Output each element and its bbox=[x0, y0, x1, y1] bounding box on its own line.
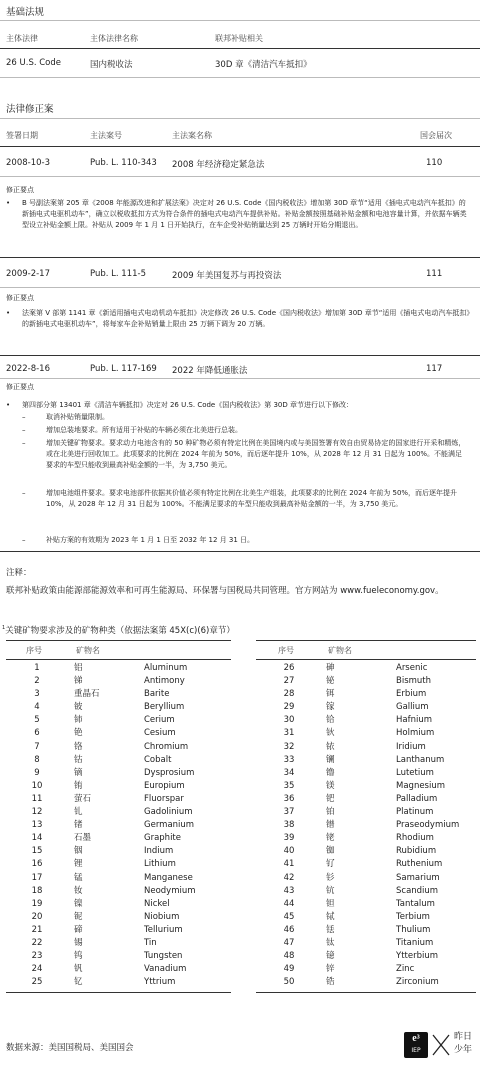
amend-header-date: 签署日期 bbox=[6, 131, 38, 140]
mineral-name-en: Gallium bbox=[396, 702, 429, 713]
mineral-number: 14 bbox=[31, 833, 43, 844]
basic-cell-subsidy: 30D 章《清洁汽车抵扣》 bbox=[215, 60, 312, 70]
mineral-name-en: Samarium bbox=[396, 872, 440, 883]
mineral-number: 9 bbox=[34, 767, 40, 778]
mineral-name-cn: 锂 bbox=[74, 859, 83, 870]
mineral-name-cn: 镝 bbox=[74, 767, 83, 778]
mineral-number: 34 bbox=[283, 767, 295, 778]
mineral-name-en: Palladium bbox=[396, 793, 438, 804]
basic-cell-law: 26 U.S. Code bbox=[6, 58, 62, 68]
amend-points-label: 修正要点 bbox=[6, 383, 34, 391]
basic-header-subsidy: 联邦补贴相关 bbox=[215, 34, 263, 43]
mineral-number: 35 bbox=[283, 780, 295, 791]
mineral-number: 28 bbox=[283, 689, 295, 700]
mineral-name-cn: 钕 bbox=[74, 885, 83, 896]
mineral-name-en: Nickel bbox=[144, 898, 170, 909]
mineral-name-en: Thulium bbox=[396, 924, 431, 935]
mineral-name-cn: 砷 bbox=[326, 663, 335, 673]
amend-name: 2009 年美国复苏与再投资法 bbox=[172, 271, 282, 281]
amend-header-name: 主法案名称 bbox=[172, 131, 212, 140]
mineral-name-cn: 钆 bbox=[74, 807, 83, 818]
mineral-number: 5 bbox=[34, 715, 40, 726]
mineral-name-cn: 镱 bbox=[326, 951, 335, 962]
mineral-name-cn: 钯 bbox=[326, 793, 335, 804]
mineral-name-cn: 镨 bbox=[326, 820, 335, 831]
mineral-number: 12 bbox=[31, 807, 43, 818]
mineral-name-en: Holmium bbox=[396, 728, 435, 739]
divider bbox=[0, 77, 480, 78]
mineral-name-cn: 镧 bbox=[326, 754, 335, 765]
divider bbox=[0, 20, 480, 21]
mineral-name-en: Vanadium bbox=[144, 964, 187, 975]
amend-date: 2022-8-16 bbox=[6, 364, 50, 374]
mineral-number: 6 bbox=[34, 728, 40, 739]
mineral-name-cn: 钐 bbox=[326, 872, 335, 883]
divider bbox=[0, 287, 480, 288]
dash-icon: – bbox=[22, 413, 26, 421]
mineral-name-en: Zinc bbox=[396, 964, 415, 975]
mineral-name-cn: 锑 bbox=[74, 676, 83, 687]
mineral-name-en: Arsenic bbox=[396, 663, 428, 673]
mineral-name-cn: 重晶石 bbox=[74, 689, 100, 700]
mineral-name-en: Tellurium bbox=[144, 924, 183, 935]
mineral-name-en: Graphite bbox=[144, 833, 181, 844]
mineral-number: 10 bbox=[31, 780, 43, 791]
amend-name: 2008 年经济稳定紧急法 bbox=[172, 160, 265, 170]
mineral-number: 17 bbox=[31, 872, 43, 883]
mineral-name-en: Indium bbox=[144, 846, 174, 857]
mineral-number: 48 bbox=[283, 951, 295, 962]
mineral-name-cn: 铥 bbox=[326, 924, 335, 935]
amend-congress: 110 bbox=[426, 158, 443, 168]
divider bbox=[0, 378, 480, 379]
mineral-name-cn: 铟 bbox=[74, 846, 83, 857]
mineral-name-en: Erbium bbox=[396, 689, 427, 700]
mineral-number: 21 bbox=[31, 924, 43, 935]
mineral-name-en: Ruthenium bbox=[396, 859, 443, 870]
mineral-name-en: Iridium bbox=[396, 741, 426, 752]
mineral-number: 31 bbox=[283, 728, 295, 739]
mineral-name-cn: 钒 bbox=[74, 964, 83, 975]
mineral-name-cn: 锌 bbox=[326, 964, 335, 975]
mineral-name-en: Hafnium bbox=[396, 715, 433, 726]
brand-logo bbox=[404, 1032, 428, 1058]
mineral-name-en: Antimony bbox=[144, 676, 185, 687]
mineral-name-cn: 铑 bbox=[326, 833, 335, 844]
brand-logo-sub: IEP bbox=[411, 1047, 421, 1054]
mineral-number: 44 bbox=[283, 898, 295, 909]
divider bbox=[0, 257, 480, 258]
mineral-name-cn: 碲 bbox=[74, 924, 83, 935]
mineral-name-en: Germanium bbox=[144, 820, 195, 831]
mineral-number: 4 bbox=[34, 702, 40, 713]
mineral-name-en: Yttrium bbox=[144, 977, 176, 988]
divider bbox=[0, 118, 480, 119]
mineral-number: 30 bbox=[283, 715, 295, 726]
minerals-header-no: 序号 bbox=[278, 646, 294, 655]
divider bbox=[6, 992, 231, 993]
basic-header-name: 主体法律名称 bbox=[90, 34, 138, 43]
mineral-name-en: Dysprosium bbox=[144, 767, 195, 778]
minerals-header-name: 矿物名 bbox=[328, 646, 352, 655]
minerals-right-en bbox=[396, 662, 480, 989]
mineral-name-en: Scandium bbox=[396, 885, 439, 896]
divider bbox=[256, 992, 476, 993]
amend-bullet: 第四部分第 13401 章《清洁车辆抵扣》决定对 26 U.S. Code《国内税收法》第 30D 章节进行以下修改： bbox=[22, 401, 353, 409]
mineral-name-en: Titanium bbox=[396, 937, 434, 948]
basic-header-law: 主体法律 bbox=[6, 34, 38, 43]
mineral-name-cn: 钽 bbox=[326, 898, 335, 909]
mineral-name-cn: 铕 bbox=[74, 780, 83, 791]
amend-bullet: B 号副法案第 205 章《2008 年能源改进和扩展法案》决定对 26 U.S. Code《国内税收法》增加第 30D 章节“适用《插电式电动汽车抵扣》的新插电式电驱机动车”，确立以税收抵扣方式为符合条件的插电式电动汽车提供补贴。补贴金额按照基础补贴金额和电池容量计算，并依据车辆类型设立补贴金额上限。补贴从 2009 年 1 月 1 日开始执行，在车企受补贴销量达到 25 万辆时开始分期退出。 bbox=[22, 199, 467, 229]
divider bbox=[0, 146, 480, 147]
mineral-name-cn: 铪 bbox=[326, 715, 335, 726]
mineral-name-en: Beryllium bbox=[144, 702, 185, 713]
mineral-number: 45 bbox=[283, 911, 295, 922]
mineral-number: 24 bbox=[31, 964, 43, 975]
minerals-header-no: 序号 bbox=[26, 646, 42, 655]
mineral-name-cn: 铍 bbox=[74, 702, 83, 713]
mineral-number: 36 bbox=[283, 793, 295, 804]
mineral-number: 13 bbox=[31, 820, 43, 831]
mineral-name-en: Tin bbox=[144, 937, 157, 948]
amend-law: Pub. L. 117-169 bbox=[90, 364, 157, 374]
minerals-left-en bbox=[144, 662, 234, 989]
brand-name bbox=[454, 1031, 472, 1057]
mineral-number: 33 bbox=[283, 754, 295, 765]
brand-logo-mark: e³ bbox=[412, 1033, 420, 1044]
mineral-name-en: Tantalum bbox=[396, 898, 435, 909]
amend-sub: 取消补贴销量限制。 bbox=[46, 413, 109, 421]
mineral-number: 1 bbox=[34, 663, 40, 673]
mineral-name-cn: 锗 bbox=[74, 820, 83, 831]
brand-name-line2: 少年 bbox=[454, 1045, 473, 1055]
mineral-name-en: Rhodium bbox=[396, 833, 434, 844]
mineral-number: 26 bbox=[283, 663, 295, 673]
note-text: 联邦补贴政策由能源部能源效率和可再生能源局、环保署与国税局共同管理。官方网站为 www.fueleconomy.gov。 bbox=[6, 586, 444, 596]
mineral-name-cn: 钌 bbox=[326, 859, 335, 870]
mineral-name-cn: 铒 bbox=[326, 689, 335, 700]
amend-date: 2008-10-3 bbox=[6, 158, 50, 168]
mineral-number: 27 bbox=[283, 676, 295, 687]
mineral-number: 19 bbox=[31, 898, 43, 909]
divider bbox=[256, 659, 476, 660]
mineral-name-en: Chromium bbox=[144, 741, 189, 752]
amend-law: Pub. L. 110-343 bbox=[90, 158, 157, 168]
mineral-number: 42 bbox=[283, 872, 295, 883]
basic-cell-name: 国内税收法 bbox=[90, 60, 133, 70]
mineral-name-cn: 锆 bbox=[326, 977, 335, 988]
mineral-name-en: Lithium bbox=[144, 859, 176, 870]
amend-bullet: 法案第 V 部第 1141 章《新适用插电式电动机动车抵扣》决定修改 26 U.S. Code《国内税收法》增加第 30D 章节“适用《插电式电动汽车抵扣》的新插电式电驱机动车”，将每家车企补贴销量上限由 25 万辆下调为 20 万辆。 bbox=[22, 309, 470, 328]
mineral-number: 50 bbox=[283, 977, 295, 988]
mineral-name-en: Gadolinium bbox=[144, 807, 193, 818]
amend-law: Pub. L. 111-5 bbox=[90, 269, 147, 279]
mineral-name-en: Barite bbox=[144, 689, 170, 700]
mineral-number: 23 bbox=[31, 951, 43, 962]
divider bbox=[0, 176, 480, 177]
source-text: 数据来源：美国国税局、美国国会 bbox=[6, 1043, 134, 1053]
minerals-left-cn bbox=[74, 662, 144, 989]
mineral-name-en: Fluorspar bbox=[144, 793, 184, 804]
mineral-name-cn: 镥 bbox=[326, 767, 335, 778]
mineral-number: 41 bbox=[283, 859, 295, 870]
mineral-name-cn: 钴 bbox=[74, 754, 83, 765]
mineral-number: 49 bbox=[283, 964, 295, 975]
mineral-number: 16 bbox=[31, 859, 43, 870]
mineral-number: 38 bbox=[283, 820, 295, 831]
dash-icon: – bbox=[22, 439, 26, 447]
mineral-number: 39 bbox=[283, 833, 295, 844]
mineral-number: 47 bbox=[283, 937, 295, 948]
mineral-name-cn: 钬 bbox=[326, 728, 335, 739]
brand-name-line1: 昨日 bbox=[454, 1032, 473, 1042]
mineral-number: 2 bbox=[34, 676, 40, 687]
mineral-number: 40 bbox=[283, 846, 295, 857]
mineral-number: 37 bbox=[283, 807, 295, 818]
divider bbox=[0, 355, 480, 356]
mineral-name-cn: 铯 bbox=[74, 728, 83, 739]
mineral-number: 11 bbox=[31, 793, 43, 804]
mineral-name-cn: 萤石 bbox=[74, 793, 92, 804]
mineral-name-cn: 铝 bbox=[74, 663, 83, 673]
mineral-name-en: Neodymium bbox=[144, 885, 196, 896]
bullet-icon: • bbox=[6, 309, 11, 317]
mineral-number: 25 bbox=[31, 977, 43, 988]
dash-icon: – bbox=[22, 489, 26, 497]
mineral-name-cn: 铌 bbox=[74, 911, 83, 922]
mineral-name-en: Zirconium bbox=[396, 977, 439, 988]
mineral-name-cn: 钨 bbox=[74, 951, 83, 962]
mineral-name-en: Tungsten bbox=[144, 951, 183, 962]
minerals-header-name: 矿物名 bbox=[76, 646, 100, 655]
amend-points-label: 修正要点 bbox=[6, 186, 34, 194]
mineral-number: 22 bbox=[31, 937, 43, 948]
mineral-name-en: Cerium bbox=[144, 715, 175, 726]
bullet-icon: • bbox=[6, 401, 11, 409]
mineral-number: 18 bbox=[31, 885, 43, 896]
amend-sub: 增加电池组件要求。要求电池部件依据其价值必须有特定比例在北美生产组装，此项要求的比例在 2024 年前为 50%，而后逐年提升 10%，从 2028 年 12 月 31 日起为 100%。不能满足要求的车型只能收到最高补贴金额的一半，为 3,750 美元。 bbox=[46, 489, 458, 508]
mineral-name-en: Niobium bbox=[144, 911, 180, 922]
mineral-name-cn: 钛 bbox=[326, 937, 335, 948]
mineral-number: 43 bbox=[283, 885, 295, 896]
mineral-name-cn: 锰 bbox=[74, 872, 83, 883]
amend-header-law: 主法案号 bbox=[90, 131, 122, 140]
mineral-number: 8 bbox=[34, 754, 40, 765]
minerals-right-cn bbox=[326, 662, 396, 989]
mineral-name-en: Cesium bbox=[144, 728, 176, 739]
mineral-number: 20 bbox=[31, 911, 43, 922]
divider bbox=[6, 640, 231, 641]
amend-congress: 111 bbox=[426, 269, 443, 279]
mineral-name-en: Ytterbium bbox=[396, 951, 439, 962]
amend-sub: 增加关键矿物要求。要求动力电池含有的 50 种矿物必须有特定比例在美国境内或与美国签署有效自由贸易协定的国家进行开采和精炼，或在北美进行回收加工。此项要求的比例在 2024 年前为 50%，而后逐年提升 10%，从 2028 年 12 月 31 日起为 100%。不能满足要求的车型只能收到最高补贴金额的一半，为 3,750 美元。 bbox=[46, 439, 466, 469]
basic-section-title: 基础法规 bbox=[6, 7, 45, 18]
mineral-name-en: Bismuth bbox=[396, 676, 432, 687]
mineral-number: 7 bbox=[34, 741, 40, 752]
mineral-name-cn: 铂 bbox=[326, 807, 335, 818]
divider bbox=[6, 659, 231, 660]
minerals-left-numbers bbox=[20, 662, 54, 989]
footnote-mark: 1 bbox=[2, 625, 6, 632]
amend-name: 2022 年降低通胀法 bbox=[172, 366, 248, 376]
dash-icon: – bbox=[22, 536, 26, 544]
mineral-name-cn: 铷 bbox=[326, 846, 335, 857]
cross-icon bbox=[430, 1030, 452, 1060]
mineral-name-cn: 铈 bbox=[74, 715, 83, 726]
minerals-caption-row bbox=[2, 624, 235, 636]
amend-header-congress: 国会届次 bbox=[420, 131, 452, 140]
mineral-name-cn: 石墨 bbox=[74, 833, 92, 844]
mineral-name-en: Rubidium bbox=[396, 846, 437, 857]
amend-sub: 增加总装地要求。所有适用于补贴的车辆必须在北美进行总装。 bbox=[46, 426, 242, 434]
amend-sub: 补贴方案的有效期为 2023 年 1 月 1 日至 2032 年 12 月 31 日。 bbox=[46, 536, 255, 544]
divider bbox=[0, 551, 480, 552]
mineral-name-en: Lanthanum bbox=[396, 754, 445, 765]
mineral-name-cn: 铬 bbox=[74, 741, 83, 752]
mineral-name-en: Platinum bbox=[396, 807, 434, 818]
mineral-name-cn: 锡 bbox=[74, 937, 83, 948]
mineral-name-cn: 镍 bbox=[74, 898, 83, 909]
mineral-number: 15 bbox=[31, 846, 43, 857]
mineral-name-en: Manganese bbox=[144, 872, 193, 883]
mineral-name-cn: 铱 bbox=[326, 741, 335, 752]
mineral-number: 3 bbox=[34, 689, 40, 700]
divider bbox=[256, 640, 476, 641]
mineral-name-cn: 钪 bbox=[326, 885, 335, 896]
bullet-icon: • bbox=[6, 199, 11, 207]
mineral-number: 29 bbox=[283, 702, 295, 713]
mineral-name-cn: 镁 bbox=[326, 780, 335, 791]
minerals-caption: 关键矿物要求涉及的矿物种类（依据法案第 45X(c)(6)章节） bbox=[5, 626, 235, 636]
amend-congress: 117 bbox=[426, 364, 443, 374]
mineral-name-cn: 铋 bbox=[326, 676, 335, 687]
mineral-name-cn: 铽 bbox=[326, 911, 335, 922]
amend-section-title: 法律修正案 bbox=[6, 104, 54, 115]
note-label: 注释： bbox=[6, 568, 32, 578]
mineral-name-en: Cobalt bbox=[144, 754, 172, 765]
mineral-name-en: Europium bbox=[144, 780, 185, 791]
dash-icon: – bbox=[22, 426, 26, 434]
mineral-name-en: Lutetium bbox=[396, 767, 434, 778]
mineral-number: 46 bbox=[283, 924, 295, 935]
mineral-name-en: Aluminum bbox=[144, 663, 188, 673]
amend-date: 2009-2-17 bbox=[6, 269, 50, 279]
mineral-number: 32 bbox=[283, 741, 295, 752]
divider bbox=[0, 48, 480, 49]
mineral-name-en: Magnesium bbox=[396, 780, 446, 791]
mineral-name-cn: 镓 bbox=[326, 702, 335, 713]
mineral-name-cn: 钇 bbox=[74, 977, 83, 988]
minerals-right-numbers bbox=[272, 662, 306, 989]
mineral-name-en: Praseodymium bbox=[396, 820, 460, 831]
mineral-name-en: Terbium bbox=[396, 911, 430, 922]
amend-points-label: 修正要点 bbox=[6, 294, 34, 302]
